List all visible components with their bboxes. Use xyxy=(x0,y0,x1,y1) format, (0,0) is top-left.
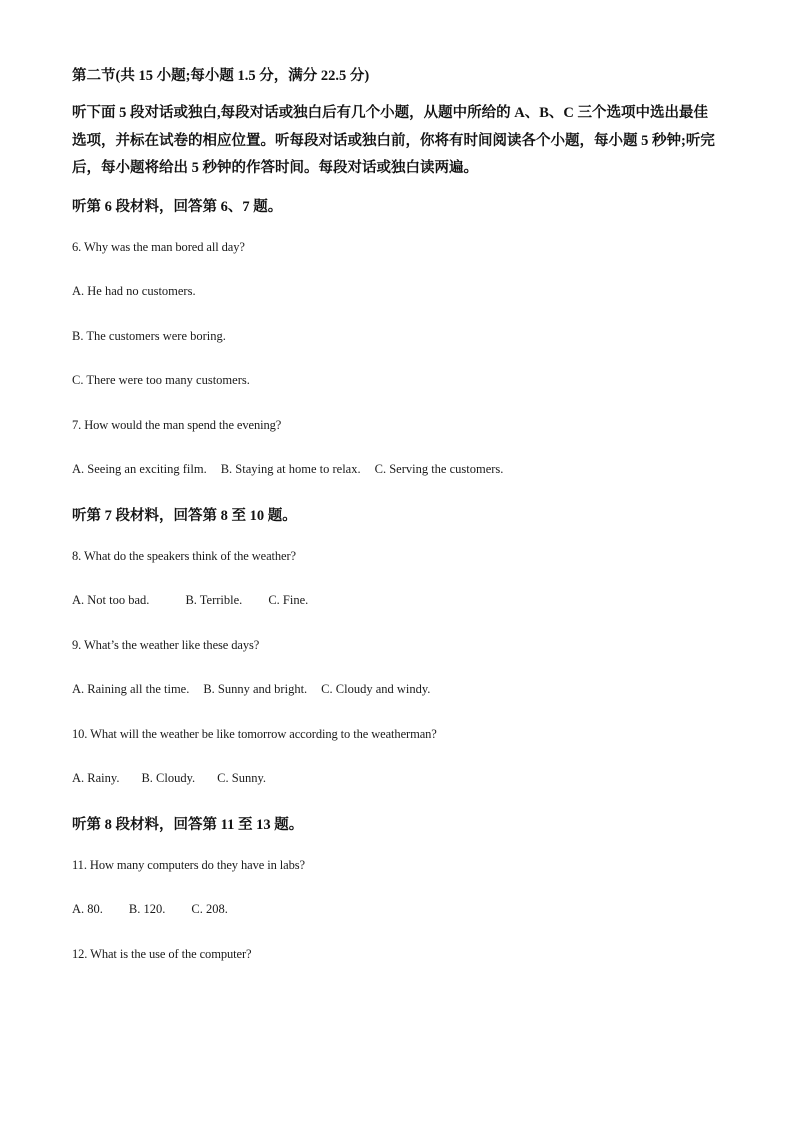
material-heading-6: 听第 6 段材料，回答第 6、7 题。 xyxy=(72,198,283,215)
question-7: 7. How would the man spend the evening? xyxy=(72,417,282,432)
material-heading-8: 听第 8 段材料，回答第 11 至 13 题。 xyxy=(72,816,304,833)
question-12: 12. What is the use of the computer? xyxy=(72,946,252,961)
option-9b[interactable]: B. Sunny and bright. xyxy=(203,682,308,696)
exam-page xyxy=(72,66,722,990)
option-9a[interactable]: A. Raining all the time. xyxy=(72,682,190,696)
option-8c[interactable]: C. Fine. xyxy=(268,593,309,607)
question-9: 9. What’s the weather like these days? xyxy=(72,637,260,652)
options-row-9 xyxy=(72,681,722,697)
question-8: 8. What do the speakers think of the weather? xyxy=(72,548,297,563)
material-heading-7: 听第 7 段材料，回答第 8 至 10 题。 xyxy=(72,507,297,524)
options-row-8 xyxy=(72,592,722,608)
options-row-7 xyxy=(72,461,722,477)
option-11c[interactable]: C. 208. xyxy=(191,902,228,916)
options-row-10 xyxy=(72,770,722,786)
option-6c[interactable]: C. There were too many customers. xyxy=(72,373,250,387)
option-7a[interactable]: A. Seeing an exciting film. xyxy=(72,462,207,476)
option-8b[interactable]: B. Terrible. xyxy=(185,593,243,607)
section-instructions: 听下面 5 段对话或独白,每段对话或独白后有几个小题，从题中所给的 A、B、C 三个选项中选出最佳选项，并标在试卷的相应位置。听每段对话或独白前，你将有时间阅读各个小题，每小题 5 秒钟;听完后，每小题将给出 5 秒钟的作答时间。每段对话或独白读两遍。 xyxy=(72,105,715,176)
question-11: 11. How many computers do they have in labs? xyxy=(72,857,305,872)
option-10b[interactable]: B. Cloudy. xyxy=(141,771,196,785)
option-7b[interactable]: B. Staying at home to relax. xyxy=(220,462,361,476)
option-7c[interactable]: C. Serving the customers. xyxy=(374,462,504,476)
option-11a[interactable]: A. 80. xyxy=(72,902,103,916)
option-6a[interactable]: A. He had no customers. xyxy=(72,284,196,298)
question-10: 10. What will the weather be like tomorrow according to the weatherman? xyxy=(72,726,437,741)
section-title: 第二节(共 15 小题;每小题 1.5 分，满分 22.5 分) xyxy=(72,68,370,84)
option-10a[interactable]: A. Rainy. xyxy=(72,771,120,785)
option-6b[interactable]: B. The customers were boring. xyxy=(72,328,226,343)
question-6: 6. Why was the man bored all day? xyxy=(72,239,245,254)
option-11b[interactable]: B. 120. xyxy=(128,902,166,916)
option-10c[interactable]: C. Sunny. xyxy=(217,771,267,785)
option-8a[interactable]: A. Not too bad. xyxy=(72,593,150,607)
options-row-11 xyxy=(72,901,722,917)
option-9c[interactable]: C. Cloudy and windy. xyxy=(321,682,431,696)
